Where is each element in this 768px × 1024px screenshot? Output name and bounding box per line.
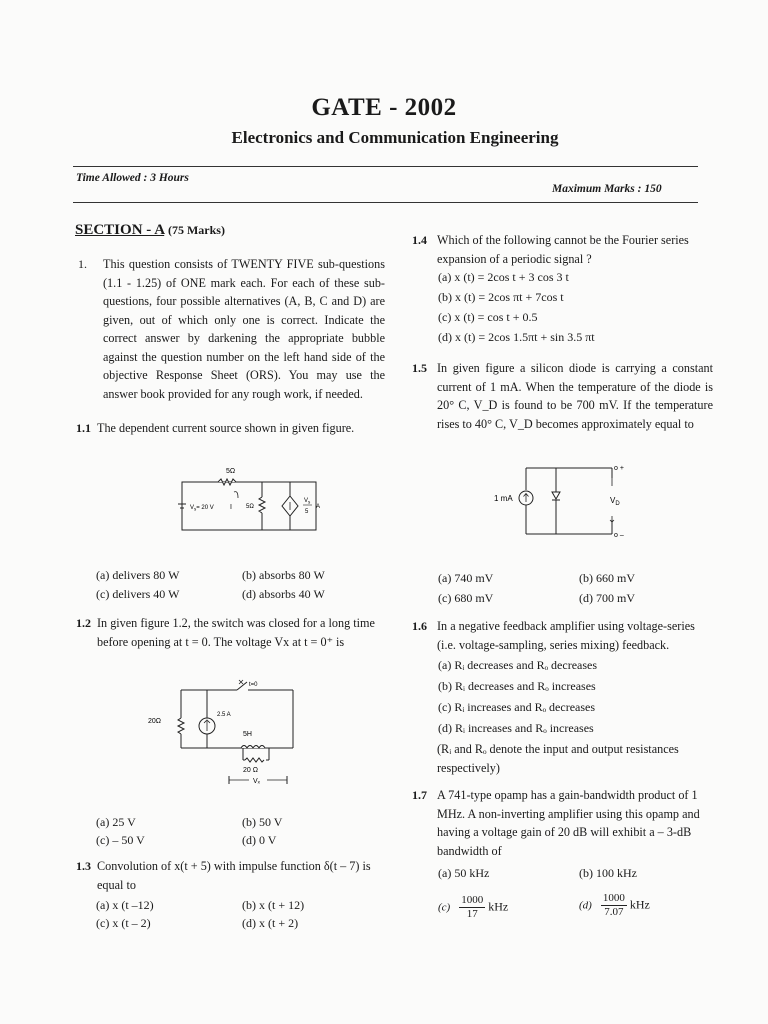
instruction-number: 1. xyxy=(78,257,87,271)
q1-7-option-b[interactable]: (b) 100 kHz xyxy=(579,866,637,880)
q1-3-option-a[interactable]: (a) x (t –12) xyxy=(96,898,154,912)
q1-7-option-c-label: (c) xyxy=(438,901,451,914)
q1-3-option-b[interactable]: (b) x (t + 12) xyxy=(242,898,305,912)
q1-6-note: (Rᵢ and Rₒ denote the input and output resistances respectively) xyxy=(437,742,679,775)
q1-1-dep-source-den: 5 xyxy=(305,509,309,515)
q1-4-text: Which of the following cannot be the Fourier series expansion of a periodic signal ? xyxy=(437,233,689,266)
q1-7-option-c-unit: kHz xyxy=(488,899,509,914)
q1-1-circuit-figure xyxy=(170,462,330,542)
q1-3-option-d[interactable]: (d) x (t + 2) xyxy=(242,916,299,930)
q1-5-circuit-figure xyxy=(488,458,638,540)
q1-7-option-d-unit: kHz xyxy=(629,897,650,912)
q1-2-circuit-figure xyxy=(145,676,305,788)
q1-6-text: In a negative feedback amplifier using voltage-series (i.e. voltage-sampling, series mixing) feedback. xyxy=(437,619,695,652)
q1-2-source-label: 2.5 A xyxy=(217,712,231,718)
q1-1-option-a[interactable]: (a) delivers 80 W xyxy=(96,568,180,582)
q1-6-option-c[interactable]: (c) Rᵢ increases and Rₒ decreases xyxy=(438,700,596,714)
q1-1-option-b[interactable]: (b) absorbs 80 W xyxy=(242,568,325,582)
q1-6-option-b[interactable]: (b) Rᵢ decreases and Rₒ increases xyxy=(438,679,596,693)
q1-7-option-c-num: 1000 xyxy=(461,894,484,906)
q1-2-option-a[interactable]: (a) 25 V xyxy=(96,815,136,829)
header-divider-top xyxy=(73,166,698,167)
section-marks: (75 Marks) xyxy=(167,223,225,237)
q1-5-number: 1.5 xyxy=(412,361,427,375)
q1-5-option-a[interactable]: (a) 740 mV xyxy=(438,571,494,585)
q1-3-number: 1.3 xyxy=(76,859,91,873)
q1-2-option-d[interactable]: (d) 0 V xyxy=(242,833,277,847)
q1-7-option-d-label: (d) xyxy=(579,899,592,912)
q1-3-option-c[interactable]: (c) x (t – 2) xyxy=(96,916,151,930)
q1-1-dep-source-unit: A xyxy=(316,504,321,510)
q1-7-option-d-den: 7.07 xyxy=(604,906,624,918)
q1-7-number: 1.7 xyxy=(412,788,427,802)
q1-4-option-c[interactable]: (c) x (t) = cos t + 0.5 xyxy=(438,310,538,324)
q1-7-option-c-fraction xyxy=(459,894,485,921)
q1-1-dep-source-label: $V_s$ xyxy=(304,498,311,505)
section-title: SECTION - A xyxy=(75,222,165,238)
q1-2-r-left-label: 20Ω xyxy=(148,718,162,725)
section-heading xyxy=(75,222,225,239)
q1-4-option-d[interactable]: (d) x (t) = 2cos 1.5πt + sin 3.5 πt xyxy=(438,330,595,344)
q1-4-number: 1.4 xyxy=(412,233,427,247)
q1-7-option-d-num: 1000 xyxy=(602,892,625,904)
q1-5-plus-label: o + xyxy=(614,465,624,472)
q1-7-option-d-fraction xyxy=(601,892,627,919)
q1-1-vs-label: $V_s= 20$ V xyxy=(190,505,214,512)
q1-7-option-d[interactable] xyxy=(579,892,650,919)
q1-4-option-a[interactable]: (a) x (t) = 2cos t + 3 cos 3 t xyxy=(438,270,569,284)
q1-2-switch-label: t=0 xyxy=(249,682,258,688)
q1-7-option-c[interactable] xyxy=(438,894,508,921)
q1-7-option-a[interactable]: (a) 50 kHz xyxy=(438,866,490,880)
header-divider-bottom xyxy=(73,202,698,203)
q1-5-option-d[interactable]: (d) 700 mV xyxy=(579,591,635,605)
q1-2-r-bottom-label: 20 Ω xyxy=(243,767,258,774)
q1-7-option-c-den: 17 xyxy=(466,908,478,920)
q1-5-text: In given figure a silicon diode is carrying a constant current of 1 mA. When the temperature of the diode is 20° C, V_D is found to be 700 mV. If the temperature rises to 40° C, V_D becomes approximately equal to xyxy=(437,361,713,431)
q1-3-text: Convolution of x(t + 5) with impulse function δ(t – 7) is equal to xyxy=(97,859,371,892)
q1-1-option-c[interactable]: (c) delivers 40 W xyxy=(96,587,180,601)
page-title: GATE - 2002 xyxy=(311,94,457,121)
q1-5-option-c[interactable]: (c) 680 mV xyxy=(438,591,494,605)
q1-2-text: In given figure 1.2, the switch was closed for a long time before opening at t = 0. The voltage Vx at t = 0⁺ is xyxy=(97,616,375,649)
time-allowed: Time Allowed : 3 Hours xyxy=(76,172,189,184)
q1-2-option-b[interactable]: (b) 50 V xyxy=(242,815,283,829)
q1-2-vx-label: Vₓ xyxy=(253,778,260,785)
q1-1-text: The dependent current source shown in given figure. xyxy=(97,421,355,435)
q1-1-r-top-label: 5Ω xyxy=(226,468,236,475)
q1-5-vd-label: $V_D$ xyxy=(610,496,620,507)
q1-5-minus-label: o – xyxy=(614,532,624,539)
q1-2-inductor-label: 5H xyxy=(243,731,252,738)
q1-6-number: 1.6 xyxy=(412,619,427,633)
q1-1-current-label: I xyxy=(230,504,232,511)
q1-5-source-label: 1 mA xyxy=(494,494,513,503)
q1-1-r-mid-label: 5Ω xyxy=(246,504,254,510)
q1-2-option-c[interactable]: (c) – 50 V xyxy=(96,833,145,847)
q1-6-option-d[interactable]: (d) Rᵢ increases and Rₒ increases xyxy=(438,721,594,735)
page-subtitle: Electronics and Communication Engineering xyxy=(231,128,559,147)
instruction-text: This question consists of TWENTY FIVE sub-questions (1.1 - 1.25) of ONE mark each. For each of these sub-questions, four possible alternatives (A, B, C and D) are given, out of which only one is correct. Indicate the correct answer by darkening the appropriate bubble against the question number on the left hand side of the objective Response Sheet (ORS). You may use the answer book provided for any rough work, if needed. xyxy=(103,257,385,401)
q1-2-number: 1.2 xyxy=(76,616,91,630)
q1-4-option-b[interactable]: (b) x (t) = 2cos πt + 7cos t xyxy=(438,290,564,304)
q1-5-option-b[interactable]: (b) 660 mV xyxy=(579,571,635,585)
q1-1-number: 1.1 xyxy=(76,421,91,435)
maximum-marks: Maximum Marks : 150 xyxy=(552,183,662,195)
q1-1-option-d[interactable]: (d) absorbs 40 W xyxy=(242,587,325,601)
q1-6-option-a[interactable]: (a) Rᵢ decreases and Rₒ decreases xyxy=(438,658,598,672)
q1-7-text: A 741-type opamp has a gain-bandwidth product of 1 MHz. A non-inverting amplifier using this opamp and having a voltage gain of 20 dB will exhibit a – 3-dB bandwidth of xyxy=(437,788,700,858)
